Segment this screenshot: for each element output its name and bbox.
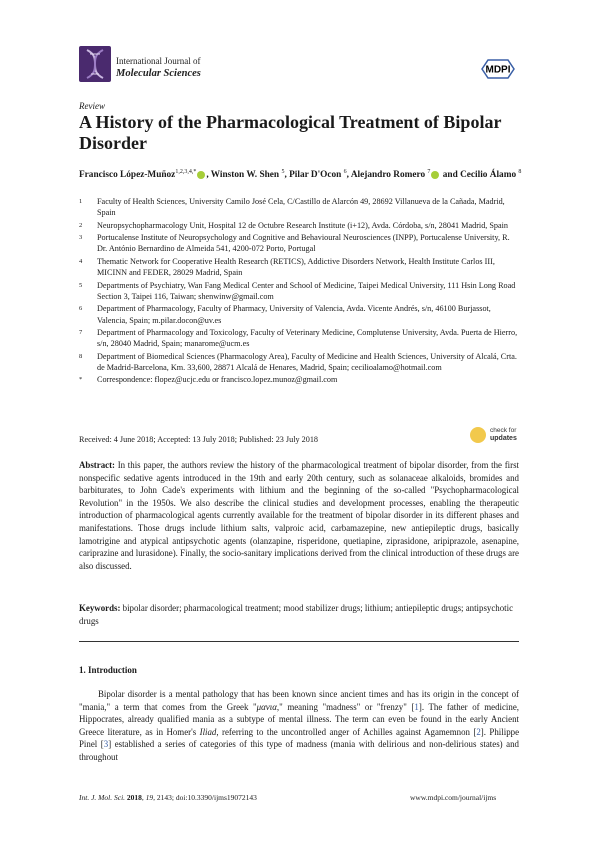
dna-helix-icon [79, 46, 111, 82]
keywords-label: Keywords: [79, 603, 121, 613]
affiliation-text: Department of Biomedical Sciences (Pharmacology Area), Faculty of Medicine and Health Sciences, University of Alcalá, Crta. de Madrid-Barcelona, Km. 33,600, 28871 Alcalá de Henares, Madrid, Spain; cecilioalamo@hotmail.com [97, 351, 517, 372]
check-for-updates-badge[interactable] [470, 425, 530, 447]
affiliation-item [79, 220, 519, 231]
journal-logo [79, 46, 111, 82]
journal-name-line1: International Journal of [116, 56, 201, 66]
author-affiliation-marker: 5 [281, 169, 285, 175]
article-title: A History of the Pharmacological Treatment of Bipolar Disorder [79, 112, 502, 153]
affiliation-number: 1 [79, 198, 83, 205]
affiliation-item [79, 351, 519, 373]
citation-link[interactable]: 1 [414, 701, 419, 712]
affiliation-list [79, 196, 519, 387]
check-updates-icon [470, 427, 486, 443]
intro-text: ] established a series of categories of this type of madness (mania with delirious and non-delirious states) and throughout [79, 739, 519, 762]
author-name[interactable]: Alejandro Romero [350, 170, 426, 181]
affiliation-number: 4 [79, 257, 83, 265]
badge-line2: updates [490, 435, 517, 442]
intro-text: ]. Philippe Pinel [ [79, 726, 520, 750]
affiliation-text: Faculty of Health Sciences, University Camilo José Cela, C/Castillo de Alarcón 49, 28692 Villanueva de la Cañada, Madrid, Spain [97, 197, 505, 218]
orcid-icon[interactable] [431, 171, 439, 179]
orcid-icon[interactable] [197, 171, 205, 179]
affiliation-number: 2 [79, 221, 83, 229]
correspondence-item [79, 374, 519, 385]
affiliation-number: 7 [79, 329, 83, 337]
author-affiliation-marker: 1,2,3,4,* [175, 169, 197, 175]
keywords-text: bipolar disorder; pharmacological treatment; mood stabilizer drugs; lithium; antiepileptic drugs; antipsychotic drugs [79, 603, 514, 626]
footer-year: 2018 [126, 793, 142, 802]
abstract [79, 459, 519, 572]
footer-volume: 19 [145, 793, 154, 802]
affiliation-number: 5 [79, 281, 83, 289]
affiliation-number: 3 [79, 234, 83, 242]
author-name[interactable]: Francisco López-Muñoz [79, 170, 176, 181]
mdpi-logo-text: MDPI [485, 64, 511, 76]
affiliation-text: Neuropsychopharmacology Unit, Hospital 12 de Octubre Research Institute (i+12), Avda. Córdoba, s/n, 28041 Madrid, Spain [97, 220, 509, 230]
affiliation-text: Department of Pharmacology, Faculty of Pharmacy, University of Valencia, Avda. Vicente Andrés, s/n, 46100 Burjassot, Valencia, Spain; m.pilar.docon@uv.es [97, 304, 491, 325]
author-name[interactable]: Cecilio Álamo [460, 170, 517, 181]
journal-url[interactable]: www.mdpi.com/journal/ijms [410, 793, 497, 802]
affiliation-item [79, 232, 519, 254]
affiliation-number: 6 [79, 305, 83, 313]
author-list: Francisco López-Muñoz$^{1,2,3,4,*}$ , Winston W. Shen $^5$, Pilar D'Ocon $^6$, Alejandro Romero $^7$ and Cecilio Álamo $^8$ [79, 169, 522, 181]
author-name[interactable]: Winston W. Shen [210, 170, 280, 181]
author-affiliation-marker: 6 [343, 169, 347, 175]
affiliation-item [79, 327, 519, 349]
affiliation-number: 8 [79, 352, 83, 360]
affiliation-item [79, 196, 519, 218]
publication-dates: Received: 4 June 2018; Accepted: 13 July 2018; Published: 23 July 2018 [79, 435, 319, 444]
badge-line1: check for [490, 427, 517, 434]
footer-journal: Int. J. Mol. Sci. [79, 793, 126, 802]
greek-term: μανια [256, 701, 277, 712]
author-affiliation-marker: 7 [427, 169, 431, 175]
abstract-label: Abstract: [79, 460, 115, 470]
affiliation-number: * [79, 376, 83, 384]
affiliation-item [79, 280, 519, 302]
article-type: Review [79, 101, 105, 111]
mdpi-shape-icon [478, 58, 518, 80]
keywords [79, 602, 519, 627]
affiliation-text: Thematic Network for Cooperative Health Research (RETICS), Addictive Disorders Network, Health Institute Carlos III, MICINN and FEDER, 28029 Madrid, Spain [97, 256, 495, 278]
citation-footer: Int. J. Mol. Sci. 2018, 19, 2143; doi:10.3390/ijms19072143 [79, 793, 257, 802]
work-title: Iliad [199, 726, 217, 737]
intro-text: ," meaning "madness" or "frenzy" [ [276, 701, 415, 712]
affiliation-item [79, 303, 519, 325]
affiliation-text: Departments of Psychiatry, Wan Fang Medical Center and School of Medicine, Taipei Medical University, 111 Hsin Long Road Section 3, Taipei 116, Taiwan; shenwinw@gmail.com [97, 280, 516, 301]
author-name[interactable]: Pilar D'Ocon [289, 170, 342, 181]
journal-name-line2: Molecular Sciences [116, 68, 201, 79]
affiliation-item [79, 256, 519, 278]
citation-link[interactable]: 2 [476, 726, 481, 737]
intro-text: , referring to the uncontrolled anger of Achilles against Agamemnon [ [216, 726, 477, 737]
abstract-text: In this paper, the authors review the history of the pharmacological treatment of bipolar disorder, from the first nonspecific sedative agents introduced in the 19th and early 20th century, such as solanaceae alkaloids, bromides and barbiturates, to John Cade's experiments with lithium and the beginning of the so-called "Psychopharmacological Revolution" in the 1950s. We also describe the clinical studies and development processes, enabling the therapeutic introduction of pharmacological agents currently available for the treatment of bipolar disorder in its different phases and manifestations. Those drugs include lithium salts, valproic acid, carbamazepine, new antiepileptic drugs, basically lamotrigine and atypical antipsychotic agents (olanzapine, risperidone, quetiapine, ziprasidone, aripiprazole, asenapine, cariprazine and lurasidone). Finally, the socio-sanitary implications derived from the clinical introduction of these drugs are also discussed. [79, 460, 519, 571]
intro-paragraph [79, 688, 519, 764]
section-heading: 1. Introduction [79, 665, 137, 675]
citation-link[interactable]: 3 [103, 739, 109, 750]
correspondence-text[interactable]: Correspondence: flopez@ucjc.edu or francisco.lopez.munoz@gmail.com [97, 375, 338, 385]
intro-text: Bipolar disorder is a mental pathology that has been known since ancient times and has its origin in the concept of "mania," a term that comes from the Greek " [79, 689, 519, 712]
affiliation-text: Department of Pharmacology and Toxicology, Faculty of Veterinary Medicine, Complutense University, Avda. Puerta de Hierro, s/n, 28040 Madrid, Spain; manarome@ucm.es [97, 328, 518, 349]
mdpi-logo[interactable] [478, 58, 518, 80]
footer-doi[interactable]: , 2143; doi:10.3390/ijms19072143 [153, 793, 257, 802]
section-divider [79, 641, 519, 642]
affiliation-text: Portucalense Institute of Neuropsychology and Cognitive and Behavioural Neurosciences (INPP), Portucalense University, R. Dr. António Bernardino de Almeida 541, 4200-072 Porto, Portugal [97, 233, 510, 254]
intro-text: ]. The father of medicine, Hippocrates, already qualified mania as a subtype of mental illness. The term can even be found in the early Ancient Greece literature, as in Homer's [79, 701, 519, 737]
author-affiliation-marker: 8 [518, 169, 522, 175]
